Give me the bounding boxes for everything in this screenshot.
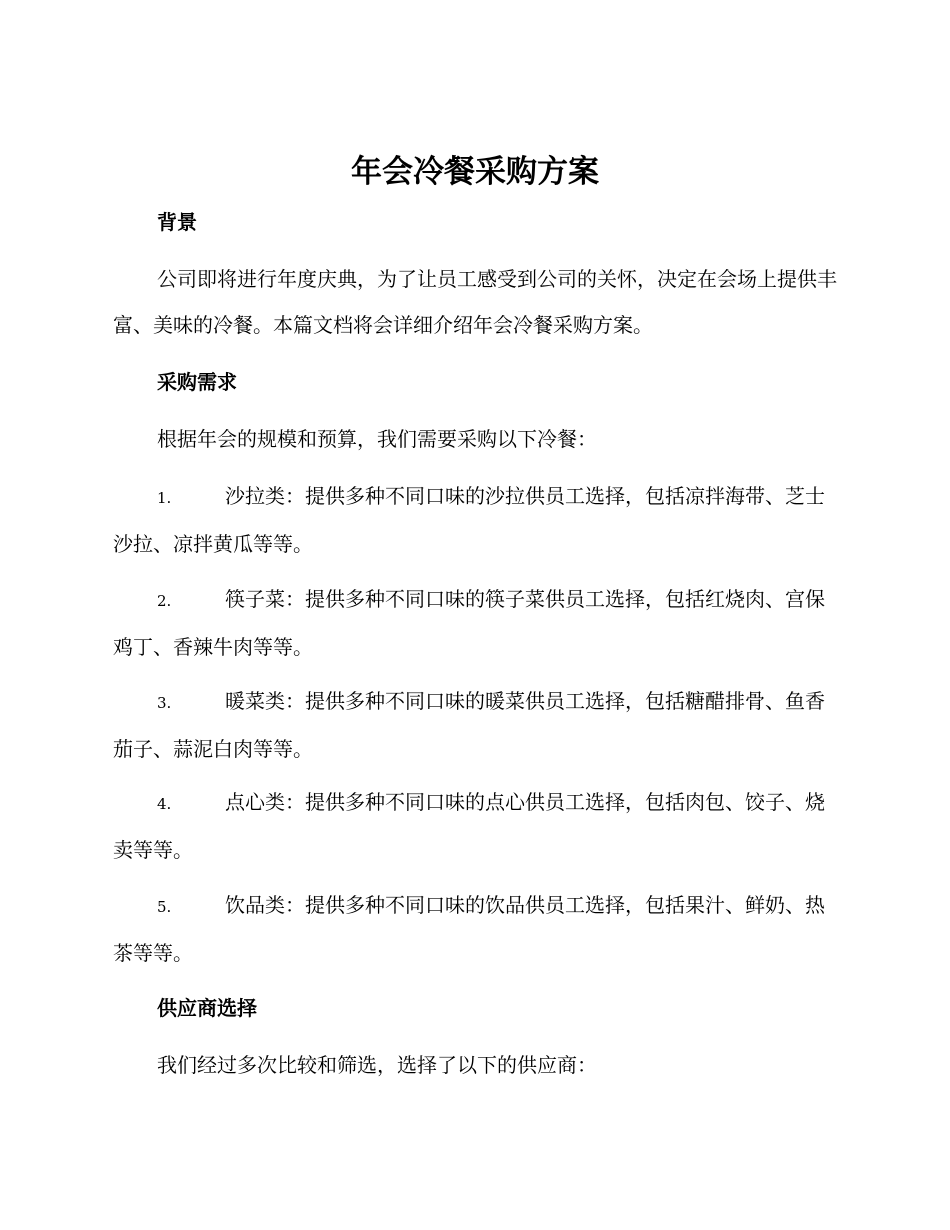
list-item-number: 4. [157,795,172,813]
background-paragraph: 公司即将进行年度庆典，为了让员工感受到公司的关怀，决定在会场上提供丰富、美味的冷餐。本篇文档将会详细介绍年会冷餐采购方案。 [113,267,837,337]
requirements-intro: 根据年会的规模和预算，我们需要采购以下冷餐： [157,427,597,451]
list-item-text: 沙拉类：提供多种不同口味的沙拉供员工选择，包括凉拌海带、芝士沙拉、凉拌黄瓜等等。 [113,484,825,556]
list-item [113,779,843,873]
list-item-number: 2. [157,592,172,610]
list-item-number: 3. [157,694,172,712]
list-item [113,473,843,567]
list-item [113,882,843,976]
list-item-text: 筷子菜：提供多种不同口味的筷子菜供员工选择，包括红烧肉、宫保鸡丁、香辣牛肉等等。 [113,587,825,659]
list-item-text: 饮品类：提供多种不同口味的饮品供员工选择，包括果汁、鲜奶、热茶等等。 [113,893,825,965]
section-heading-requirements: 采购需求 [157,370,237,394]
list-item [113,576,843,670]
list-item-text: 点心类：提供多种不同口味的点心供员工选择，包括肉包、饺子、烧卖等等。 [113,790,825,862]
document-title: 年会冷餐采购方案 [351,154,599,190]
list-item-text: 暖菜类：提供多种不同口味的暖菜供员工选择，包括糖醋排骨、鱼香茄子、蒜泥白肉等等。 [113,689,825,761]
suppliers-intro: 我们经过多次比较和筛选，选择了以下的供应商： [157,1053,597,1077]
list-item-number: 1. [157,489,172,507]
section-heading-background: 背景 [157,210,197,234]
list-item-number: 5. [157,898,172,916]
section-heading-suppliers: 供应商选择 [157,996,257,1020]
list-item [113,678,843,772]
